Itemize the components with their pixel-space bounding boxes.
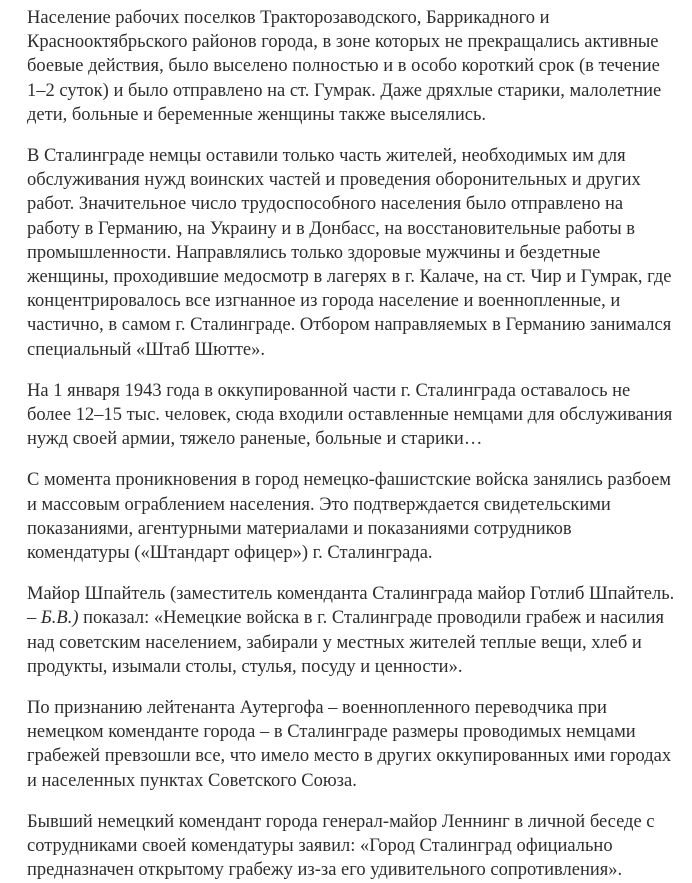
paragraph-5 bbox=[27, 582, 678, 679]
paragraph-6: По признанию лейтенанта Аутергофа – военнопленного переводчика при немецком коменданте города – в Сталинграде размеры проводимых немцами грабежей превзошли все, что имело место в других оккупированных ими городах и населенных пунктах Советского Союза. bbox=[27, 698, 672, 791]
paragraph-1: Население рабочих поселков Тракторозаводского, Баррикадного и Краснооктябрьского районов города, в зоне которых не прекращались активные боевые действия, было выселено полностью и в особо короткий срок (в течение 1–2 суток) и было отправлено на ст. Гумрак. Даже дряхлые старики, малолетние дети, больные и беременные женщины также выселялись. bbox=[27, 8, 662, 125]
paragraph-2: В Сталинграде немцы оставили только часть жителей, необходимых им для обслуживания нужд воинских частей и проведения оборонительных и других работ. Значительное число трудоспособного населения было отправлено на работу в Германию, на Украину и в Донбасс, на восстановительные работы в промышленности. Направлялись только здоровые мужчины и бездетные женщины, проходившие медосмотр в лагерях в г. Калаче, на ст. Чир и Гумрак, где концентрировалось все изгнанное из города население и военнопленные, и частично, в самом г. Сталинграде. Отбором направляемых в Германию занимался специальный «Штаб Шютте». bbox=[27, 146, 672, 360]
paragraph-7: Бывший немецкий комендант города генерал-майор Леннинг в личной беседе с сотрудниками своей комендатуры заявил: «Город Сталинград официально предназначен открытому грабежу из-за его удивительного сопротивления». bbox=[27, 811, 655, 881]
paragraph-5-before: Майор Шпайтель (заместитель коменданта Сталинграда майор Готлиб Шпайтель. – bbox=[27, 584, 675, 629]
paragraph-5-italic: Б.В.) bbox=[40, 608, 79, 629]
paragraph-4: С момента проникновения в город немецко-фашистские войска занялись разбоем и массовым ограблением населения. Это подтверждается свидетельскими показаниями, агентурными материалами и показаниями сотрудников комендатуры («Штандарт офицер») г. Сталинграда. bbox=[27, 470, 672, 564]
paragraph-5-after: показал: «Немецкие войска в г. Сталинграде проводили грабеж и насилия над советским населением, забирали у местных жителей теплые вещи, хлеб и продукты, изымали столы, стулья, посуду и ценности». bbox=[27, 608, 664, 677]
paragraph-3: На 1 января 1943 года в оккупированной части г. Сталинграда оставалось не более 12–15 тыс. человек, сюда входили оставленные немцами для обслуживания нужд своей армии, тяжело раненые, больные и старики… bbox=[27, 380, 673, 450]
